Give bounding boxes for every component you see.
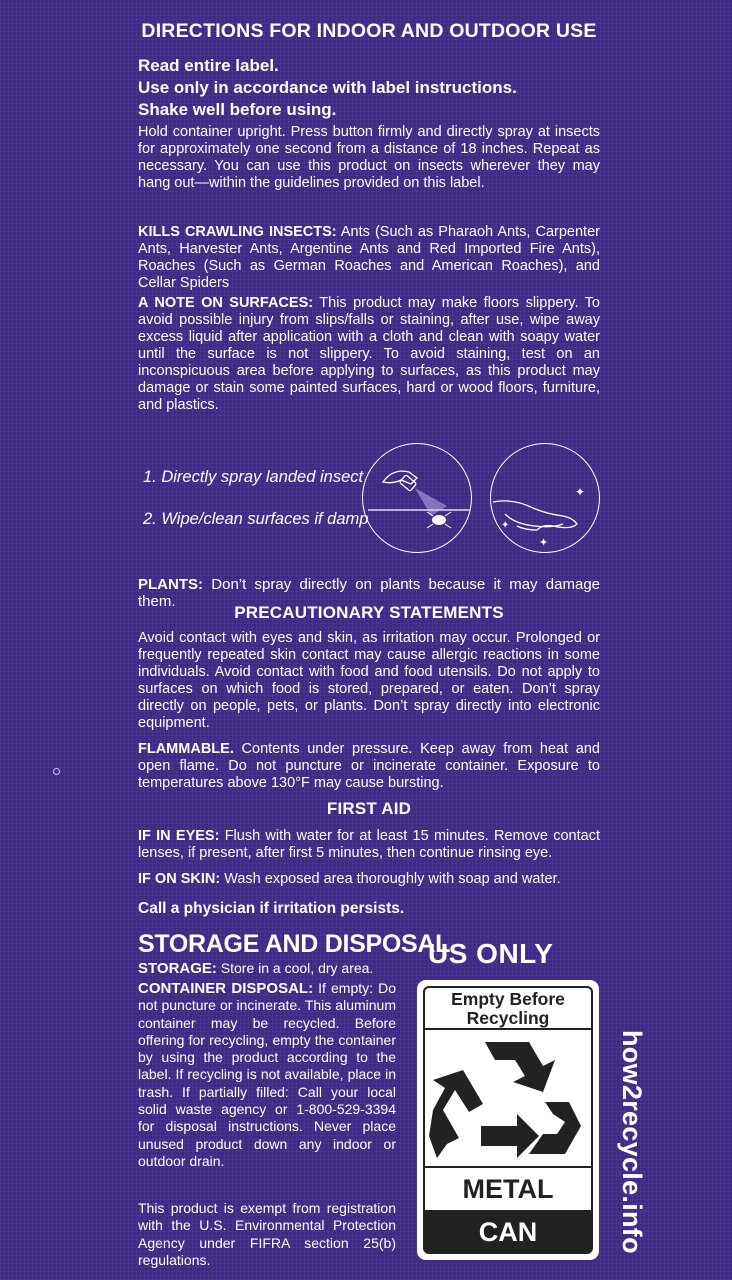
directions-title: DIRECTIONS FOR INDOOR AND OUTDOOR USE [141,20,597,42]
surfaces-paragraph [138,295,600,414]
eyes-text: Flush with water for at least 15 minutes. Remove contact lenses, if present, after first 5 minutes, then continue rinsing eye. [138,828,600,861]
wipe-hand-icon [491,444,600,553]
kills-text: Ants (Such as Pharaoh Ants, Carpenter Ants, Harvester Ants, Argentine Ants and Red Imported Fire Ants), Roaches (Such as German Roaches and American Roaches), and Cellar Spiders [138,224,600,291]
skin-text: Wash exposed area thoroughly with soap and water. [224,871,561,887]
storage-label: STORAGE: [138,960,217,977]
surfaces-text: This product may make floors slippery. To avoid possible injury from slips/falls or staining, after use, wipe away excess liquid after application with a cloth and clean with soapy water until the surface is not slippery. To avoid staining, test on an inconspicuous area before applying to surfaces, as this product may damage or stain some painted surfaces, hard or wood floors, furniture, and plastics. [138,295,600,413]
first-aid-skin [138,871,600,888]
how2recycle-url: how2recycle.info [617,1030,647,1254]
kills-label: KILLS CRAWLING INSECTS: [138,224,337,240]
storage-paragraph [138,960,396,977]
flammable-paragraph [138,741,600,792]
how2recycle-badge [417,980,599,1260]
spray-insect-icon [363,444,472,553]
precautionary-title: PRECAUTIONARY STATEMENTS [234,603,504,622]
form-label: CAN [423,1212,593,1254]
disposal-label: CONTAINER DISPOSAL: [138,980,314,997]
disposal-paragraph [138,980,396,1170]
directions-line-2: Use only in accordance with label instructions. [138,78,517,97]
recycle-symbol [423,1030,593,1166]
flammable-text: Contents under pressure. Keep away from heat and open flame. Do not puncture or incinerate container. Exposure to temperatures above 130°F may cause bursting. [138,741,600,791]
directions-body: Hold container upright. Press button firmly and directly spray at insects for approximately one second from a distance of 18 inches. Repeat as necessary. You can use this product on insects wherever they may hang out—within the guidelines provided on this label. [138,124,600,191]
surfaces-label: A NOTE ON SURFACES: [138,295,314,311]
storage-title: STORAGE AND DISPOSAL [138,930,451,958]
step-1: 1. Directly spray landed insect [143,468,364,486]
directions-line-3: Shake well before using. [138,100,337,119]
kills-paragraph [138,224,600,292]
us-only-label: US ONLY [428,938,554,969]
first-aid-title: FIRST AID [326,799,412,818]
svg-text:✦: ✦ [575,485,586,499]
flammable-label: FLAMMABLE. [138,741,234,757]
recycle-icon [425,1030,590,1166]
svg-text:✦: ✦ [501,520,510,531]
eyes-label: IF IN EYES: [138,828,220,844]
material-label: METAL [423,1166,593,1212]
spray-illustration [362,443,472,553]
directions-line-1: Read entire label. [138,56,279,75]
plants-label: PLANTS: [138,576,203,593]
exempt-text: This product is exempt from registration with the U.S. Environmental Protection Agency under FIFRA section 25(b) regulations. [138,1200,396,1268]
physician-note: Call a physician if irritation persists. [138,900,405,917]
plants-text: Don’t spray directly on plants because it may damage them. [138,576,601,610]
skin-label: IF ON SKIN: [138,871,221,887]
empty-before-recycling: Empty Before Recycling [423,986,593,1030]
wipe-illustration [490,443,600,553]
storage-text: Store in a cool, dry area. [220,960,374,976]
disposal-text: If empty: Do not puncture or incinerate. This aluminum container may be recycled. Before offering for recycling, empty the container by using the product according to the label. If recycling is not available, place in trash. If partially filled: Call your local solid waste agency or 1-800-529-3394 for disposal instructions. Never place unused product down any indoor or outdoor drain. [138,980,396,1169]
registration-dot [53,768,60,775]
svg-text:✦: ✦ [539,536,549,549]
first-aid-eyes [138,828,600,862]
precautionary-text: Avoid contact with eyes and skin, as irritation may occur. Prolonged or frequently repeated skin contact may cause allergic reactions in some individuals. Avoid contact with food and food utensils. Do not apply to surfaces on which food is stored, prepared, or eaten. Don’t spray directly on people, pets, or plants. Don’t spray directly into electronic equipment. [138,630,600,731]
step-2: 2. Wipe/clean surfaces if damp [143,510,369,528]
